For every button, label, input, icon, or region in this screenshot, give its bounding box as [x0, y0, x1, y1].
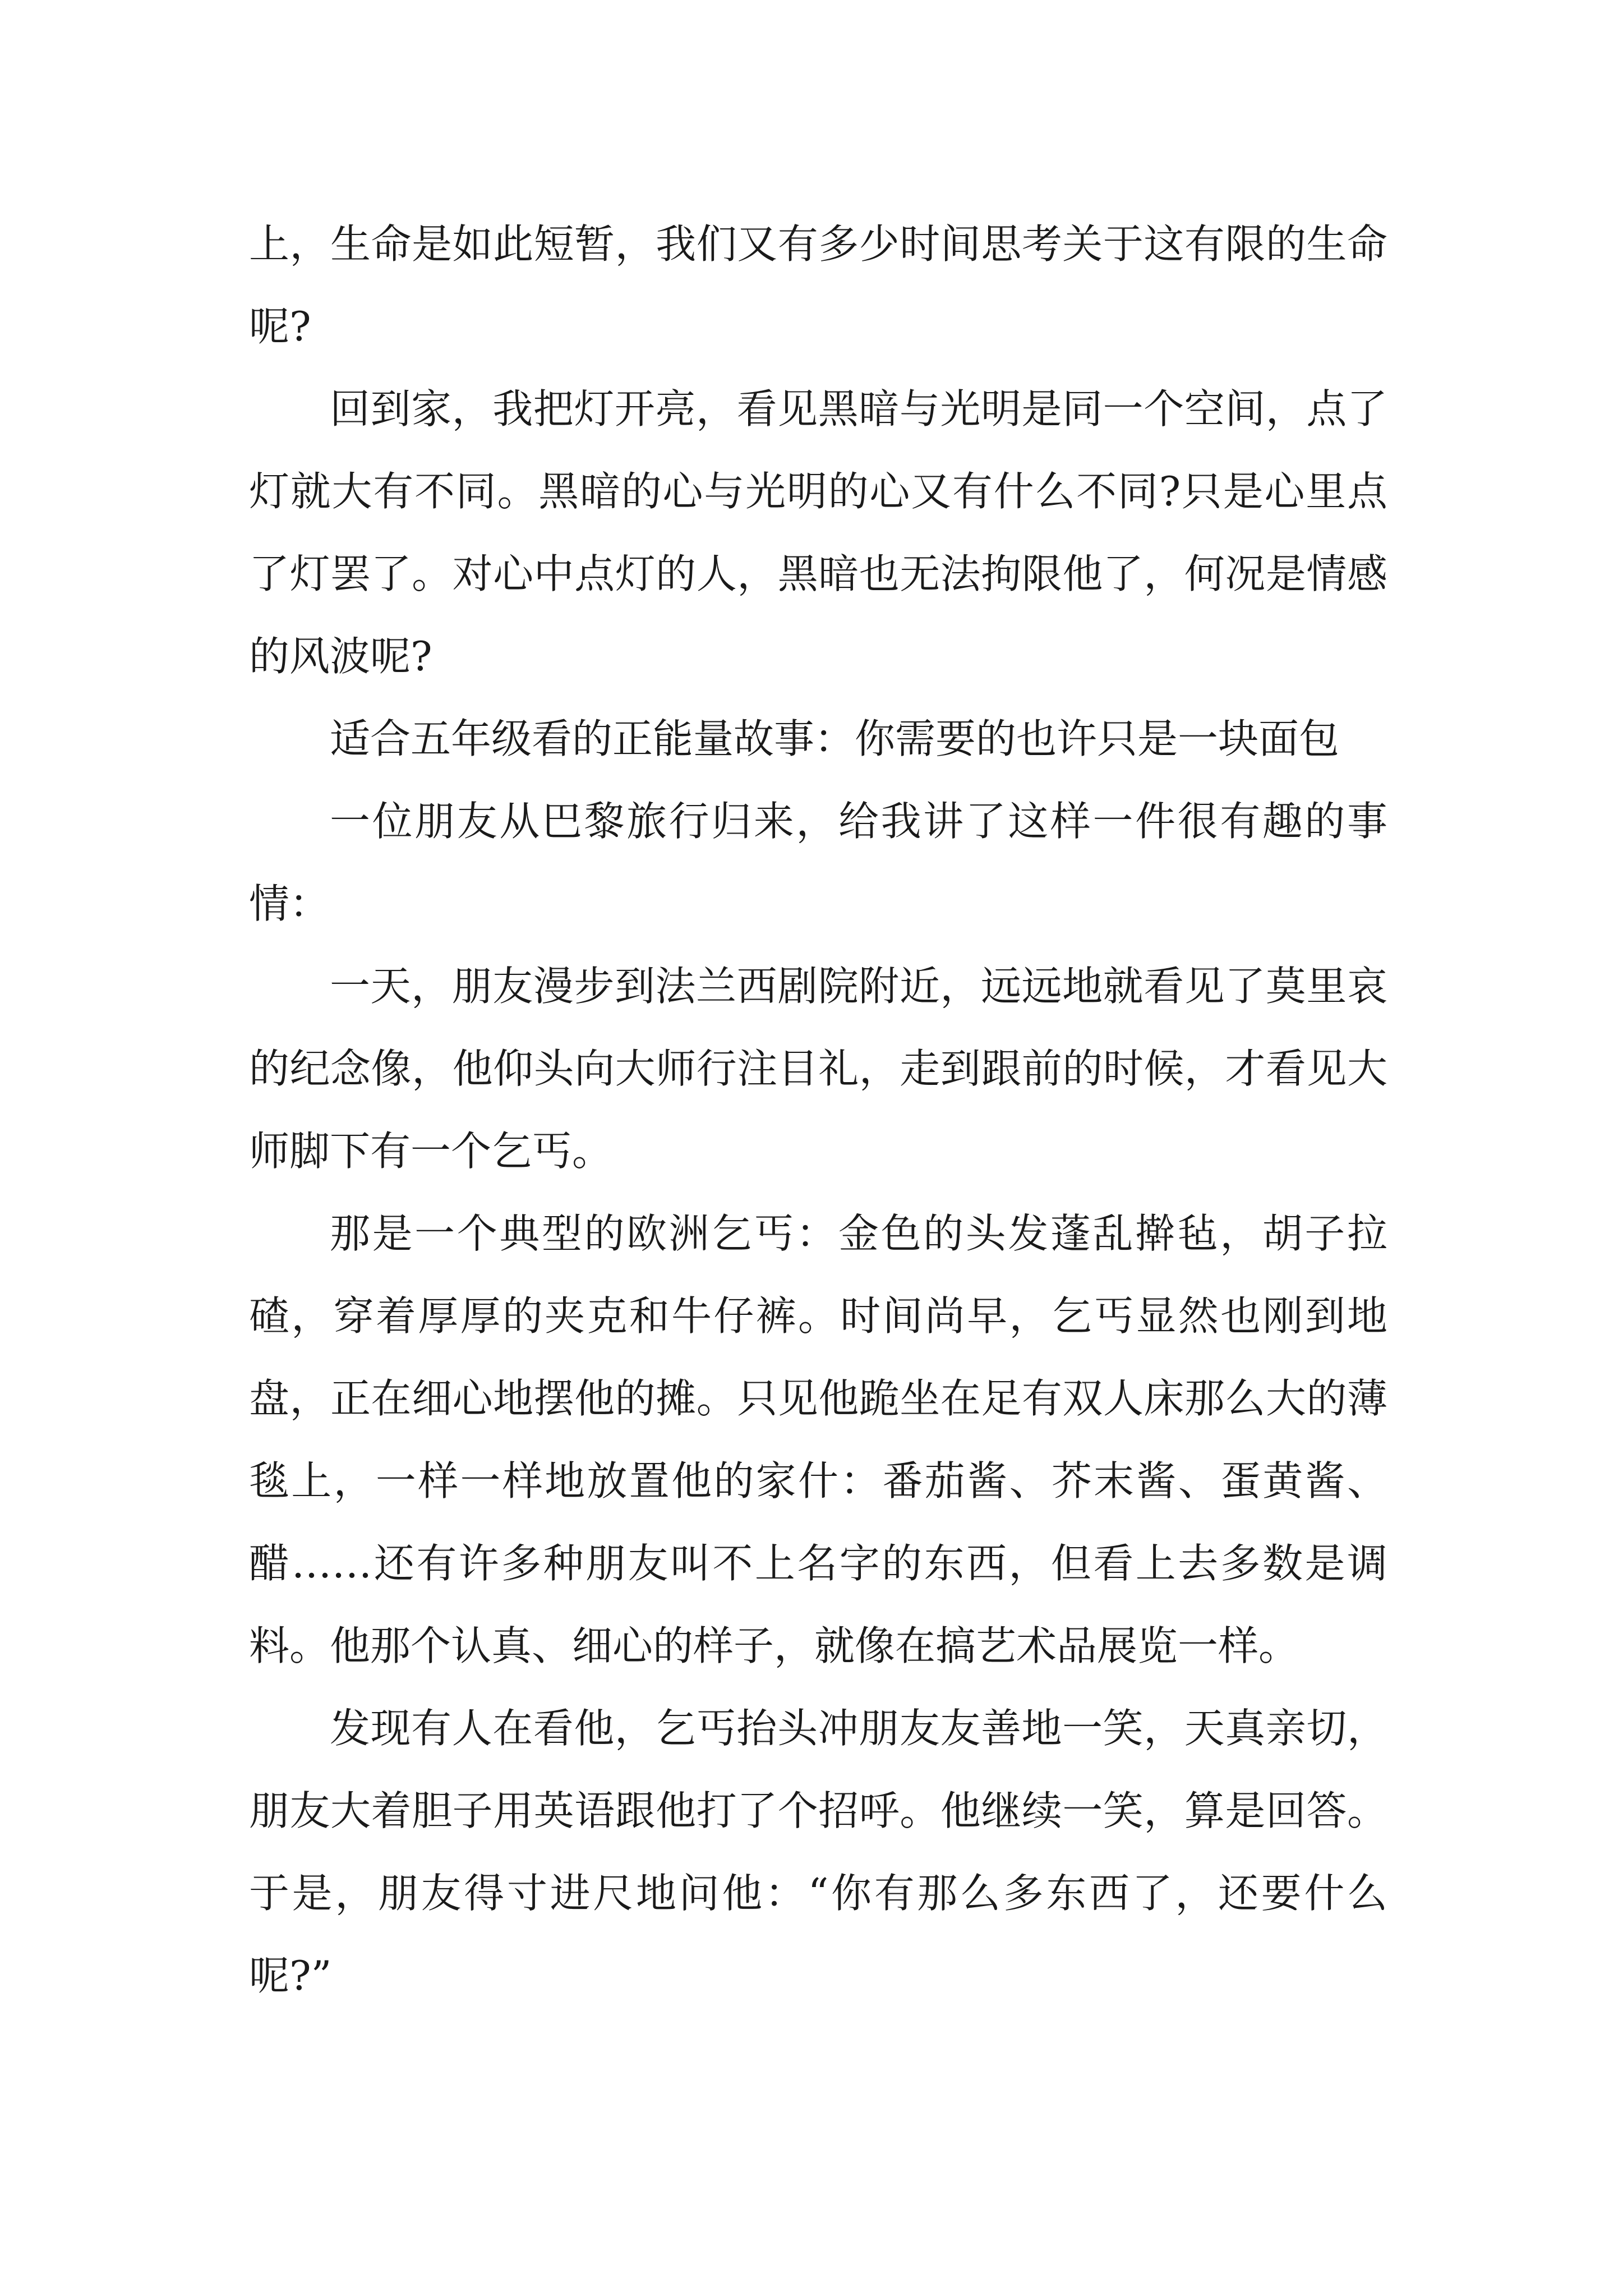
paragraph-4: 一位朋友从巴黎旅行归来，给我讲了这样一件很有趣的事情：: [249, 798, 1387, 927]
paragraph-1: 上，生命是如此短暂，我们又有多少时间思考关于这有限的生命呢?: [249, 220, 1387, 350]
paragraph-6: 那是一个典型的欧洲乞丐：金色的头发蓬乱擀毡，胡子拉碴，穿着厚厚的夹克和牛仔裤。时间尚早，乞丐显然也刚到地盘，正在细心地摆他的摊。只见他跪坐在足有双人床那么大的薄毯上，一样一样地放置他的家什：番茄酱、芥末酱、蛋黄酱、醋……还有许多种朋友叫不上名字的东西，但看上去多数是调料。他那个认真、细心的样子，就像在搞艺术品展览一样。: [249, 1210, 1387, 1669]
paragraph-5: 一天，朋友漫步到法兰西剧院附近，远远地就看见了莫里哀的纪念像，他仰头向大师行注目礼，走到跟前的时候，才看见大师脚下有一个乞丐。: [249, 963, 1387, 1175]
body-text: [249, 203, 1387, 2017]
paragraph-3-heading: 适合五年级看的正能量故事：你需要的也许只是一块面包: [330, 715, 1340, 762]
paragraph-2: 回到家，我把灯开亮，看见黑暗与光明是同一个空间，点了灯就大有不同。黑暗的心与光明的心又有什么不同?只是心里点了灯罢了。对心中点灯的人，黑暗也无法拘限他了，何况是情感的风波呢?: [249, 385, 1387, 680]
paragraph-7: 发现有人在看他，乞丐抬头冲朋友友善地一笑，天真亲切，朋友大着胆子用英语跟他打了个招呼。他继续一笑，算是回答。于是，朋友得寸进尺地问他：“你有那么多东西了，还要什么呢?”: [249, 1705, 1387, 1999]
